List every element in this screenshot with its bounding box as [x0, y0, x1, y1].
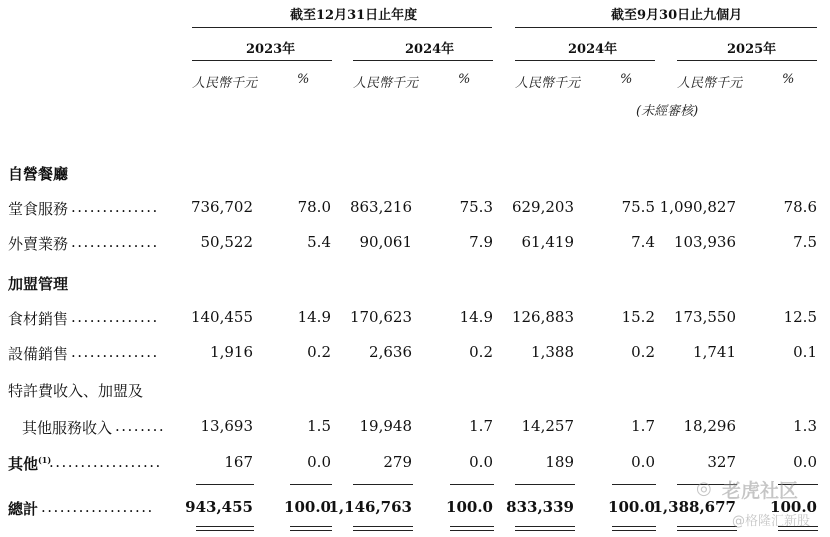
unit-rmb-4: 人民幣千元: [677, 76, 743, 91]
unit-pct-2: %: [458, 72, 471, 87]
amount-cell: 126,883: [511, 308, 574, 326]
period-header-year: 截至12月31日止年度: [290, 8, 418, 23]
row-leader-dots: ..............: [71, 343, 159, 361]
percent-cell: 5.4: [307, 233, 331, 251]
percent-cell: 15.2: [621, 308, 655, 326]
year-header-2024-a: 2024年: [405, 42, 455, 57]
amount-cell: 18,296: [683, 417, 736, 435]
total-rule-top: [612, 526, 656, 527]
row-label: 堂食服務: [8, 200, 69, 218]
subtotal-rule: [290, 484, 332, 485]
percent-cell: 100.0: [608, 498, 655, 516]
period-rule-2: [515, 27, 817, 28]
total-rule-top: [515, 526, 575, 527]
total-rule-top: [677, 526, 737, 527]
subtotal-rule: [450, 484, 494, 485]
unaudited-note: (未經審核): [636, 104, 699, 119]
row-leader-dots: ..............: [71, 308, 159, 326]
unit-rmb-2: 人民幣千元: [353, 76, 419, 91]
row-leader-dots: ..............: [71, 198, 159, 216]
percent-cell: 0.0: [307, 453, 331, 471]
unit-rmb-3: 人民幣千元: [515, 76, 581, 91]
unit-rmb-1: 人民幣千元: [192, 76, 258, 91]
amount-cell: 1,146,763: [328, 498, 412, 516]
percent-cell: 14.9: [297, 308, 331, 326]
amount-cell: 1,916: [210, 343, 253, 361]
row-label: 特許費收入、加盟及: [8, 382, 144, 400]
section-self-operated: 自營餐廳: [8, 165, 69, 183]
percent-cell: 0.0: [469, 453, 493, 471]
amount-cell: 170,623: [349, 308, 412, 326]
period-header-nine-months: 截至9月30日止九個月: [611, 8, 743, 23]
watermark-sub: @格隆汇新股: [732, 514, 811, 529]
period-rule-1: [192, 27, 492, 28]
percent-cell: 1.7: [469, 417, 493, 435]
amount-cell: 833,339: [506, 498, 574, 516]
amount-cell: 61,419: [521, 233, 574, 251]
percent-cell: 75.5: [621, 198, 655, 216]
total-rule-bottom: [353, 530, 413, 531]
total-rule-bottom: [196, 530, 254, 531]
row-label: 設備銷售: [8, 345, 69, 363]
row-leader-dots: ........: [115, 417, 166, 435]
total-rule-bottom: [515, 530, 575, 531]
total-rule-bottom: [612, 530, 656, 531]
amount-cell: 943,455: [185, 498, 253, 516]
subtotal-rule: [196, 484, 254, 485]
amount-cell: 736,702: [190, 198, 253, 216]
percent-cell: 0.1: [793, 343, 817, 361]
percent-cell: 7.9: [469, 233, 493, 251]
percent-cell: 0.2: [631, 343, 655, 361]
year-header-2024-b: 2024年: [568, 42, 618, 57]
amount-cell: 2,636: [369, 343, 412, 361]
section-franchise: 加盟管理: [8, 275, 69, 293]
unit-pct-4: %: [782, 72, 795, 87]
amount-cell: 103,936: [673, 233, 736, 251]
percent-cell: 0.2: [307, 343, 331, 361]
amount-cell: 50,522: [200, 233, 253, 251]
total-rule-bottom: [290, 530, 332, 531]
total-rule-top: [196, 526, 254, 527]
percent-cell: 100.0: [284, 498, 331, 516]
percent-cell: 0.2: [469, 343, 493, 361]
footnote-marker: (1): [38, 455, 52, 465]
percent-cell: 1.3: [793, 417, 817, 435]
percent-cell: 7.4: [631, 233, 655, 251]
percent-cell: 0.0: [793, 453, 817, 471]
amount-cell: 279: [383, 453, 412, 471]
watermark-main: 老虎社区: [722, 480, 799, 502]
percent-cell: 78.0: [297, 198, 331, 216]
percent-cell: 0.0: [631, 453, 655, 471]
subtotal-rule: [353, 484, 413, 485]
row-leader-dots: ..............: [71, 233, 159, 251]
total-rule-top: [353, 526, 413, 527]
amount-cell: 140,455: [190, 308, 253, 326]
subtotal-rule: [612, 484, 656, 485]
total-rule-bottom: [778, 530, 818, 531]
percent-cell: 75.3: [459, 198, 493, 216]
amount-cell: 173,550: [673, 308, 736, 326]
row-label: 其他$^{(1)}$: [8, 455, 52, 473]
unit-pct-3: %: [620, 72, 633, 87]
total-rule-bottom: [677, 530, 737, 531]
year-rule-3: [515, 60, 655, 61]
watermark-logo-icon: ◎: [696, 478, 712, 499]
amount-cell: 13,693: [200, 417, 253, 435]
amount-cell: 629,203: [511, 198, 574, 216]
subtotal-rule: [515, 484, 575, 485]
amount-cell: 1,741: [693, 343, 736, 361]
year-rule-1: [192, 60, 332, 61]
amount-cell: 90,061: [359, 233, 412, 251]
amount-cell: 1,388: [531, 343, 574, 361]
amount-cell: 14,257: [521, 417, 574, 435]
percent-cell: 1.7: [631, 417, 655, 435]
row-leader-dots: ..................: [41, 498, 154, 516]
row-label: 食材銷售: [8, 310, 69, 328]
percent-cell: 12.5: [783, 308, 817, 326]
percent-cell: 78.6: [783, 198, 817, 216]
year-header-2023: 2023年: [246, 42, 296, 57]
year-rule-2: [353, 60, 493, 61]
amount-cell: 167: [224, 453, 253, 471]
total-rule-top: [290, 526, 332, 527]
amount-cell: 19,948: [359, 417, 412, 435]
percent-cell: 7.5: [793, 233, 817, 251]
percent-cell: 14.9: [459, 308, 493, 326]
unit-pct-1: %: [297, 72, 310, 87]
amount-cell: 327: [707, 453, 736, 471]
row-label: 總計: [8, 500, 39, 518]
total-rule-bottom: [450, 530, 494, 531]
percent-cell: 100.0: [446, 498, 493, 516]
row-leader-dots: ..................: [49, 453, 162, 471]
percent-cell: 1.5: [307, 417, 331, 435]
year-header-2025: 2025年: [727, 42, 777, 57]
year-rule-4: [677, 60, 817, 61]
percent-cell: 100.0: [770, 498, 817, 516]
total-rule-top: [450, 526, 494, 527]
row-label: 外賣業務: [8, 235, 69, 253]
amount-cell: 863,216: [349, 198, 412, 216]
amount-cell: 1,388,677: [652, 498, 736, 516]
row-label: 其他服務收入: [22, 419, 113, 437]
amount-cell: 1,090,827: [659, 198, 736, 216]
amount-cell: 189: [545, 453, 574, 471]
